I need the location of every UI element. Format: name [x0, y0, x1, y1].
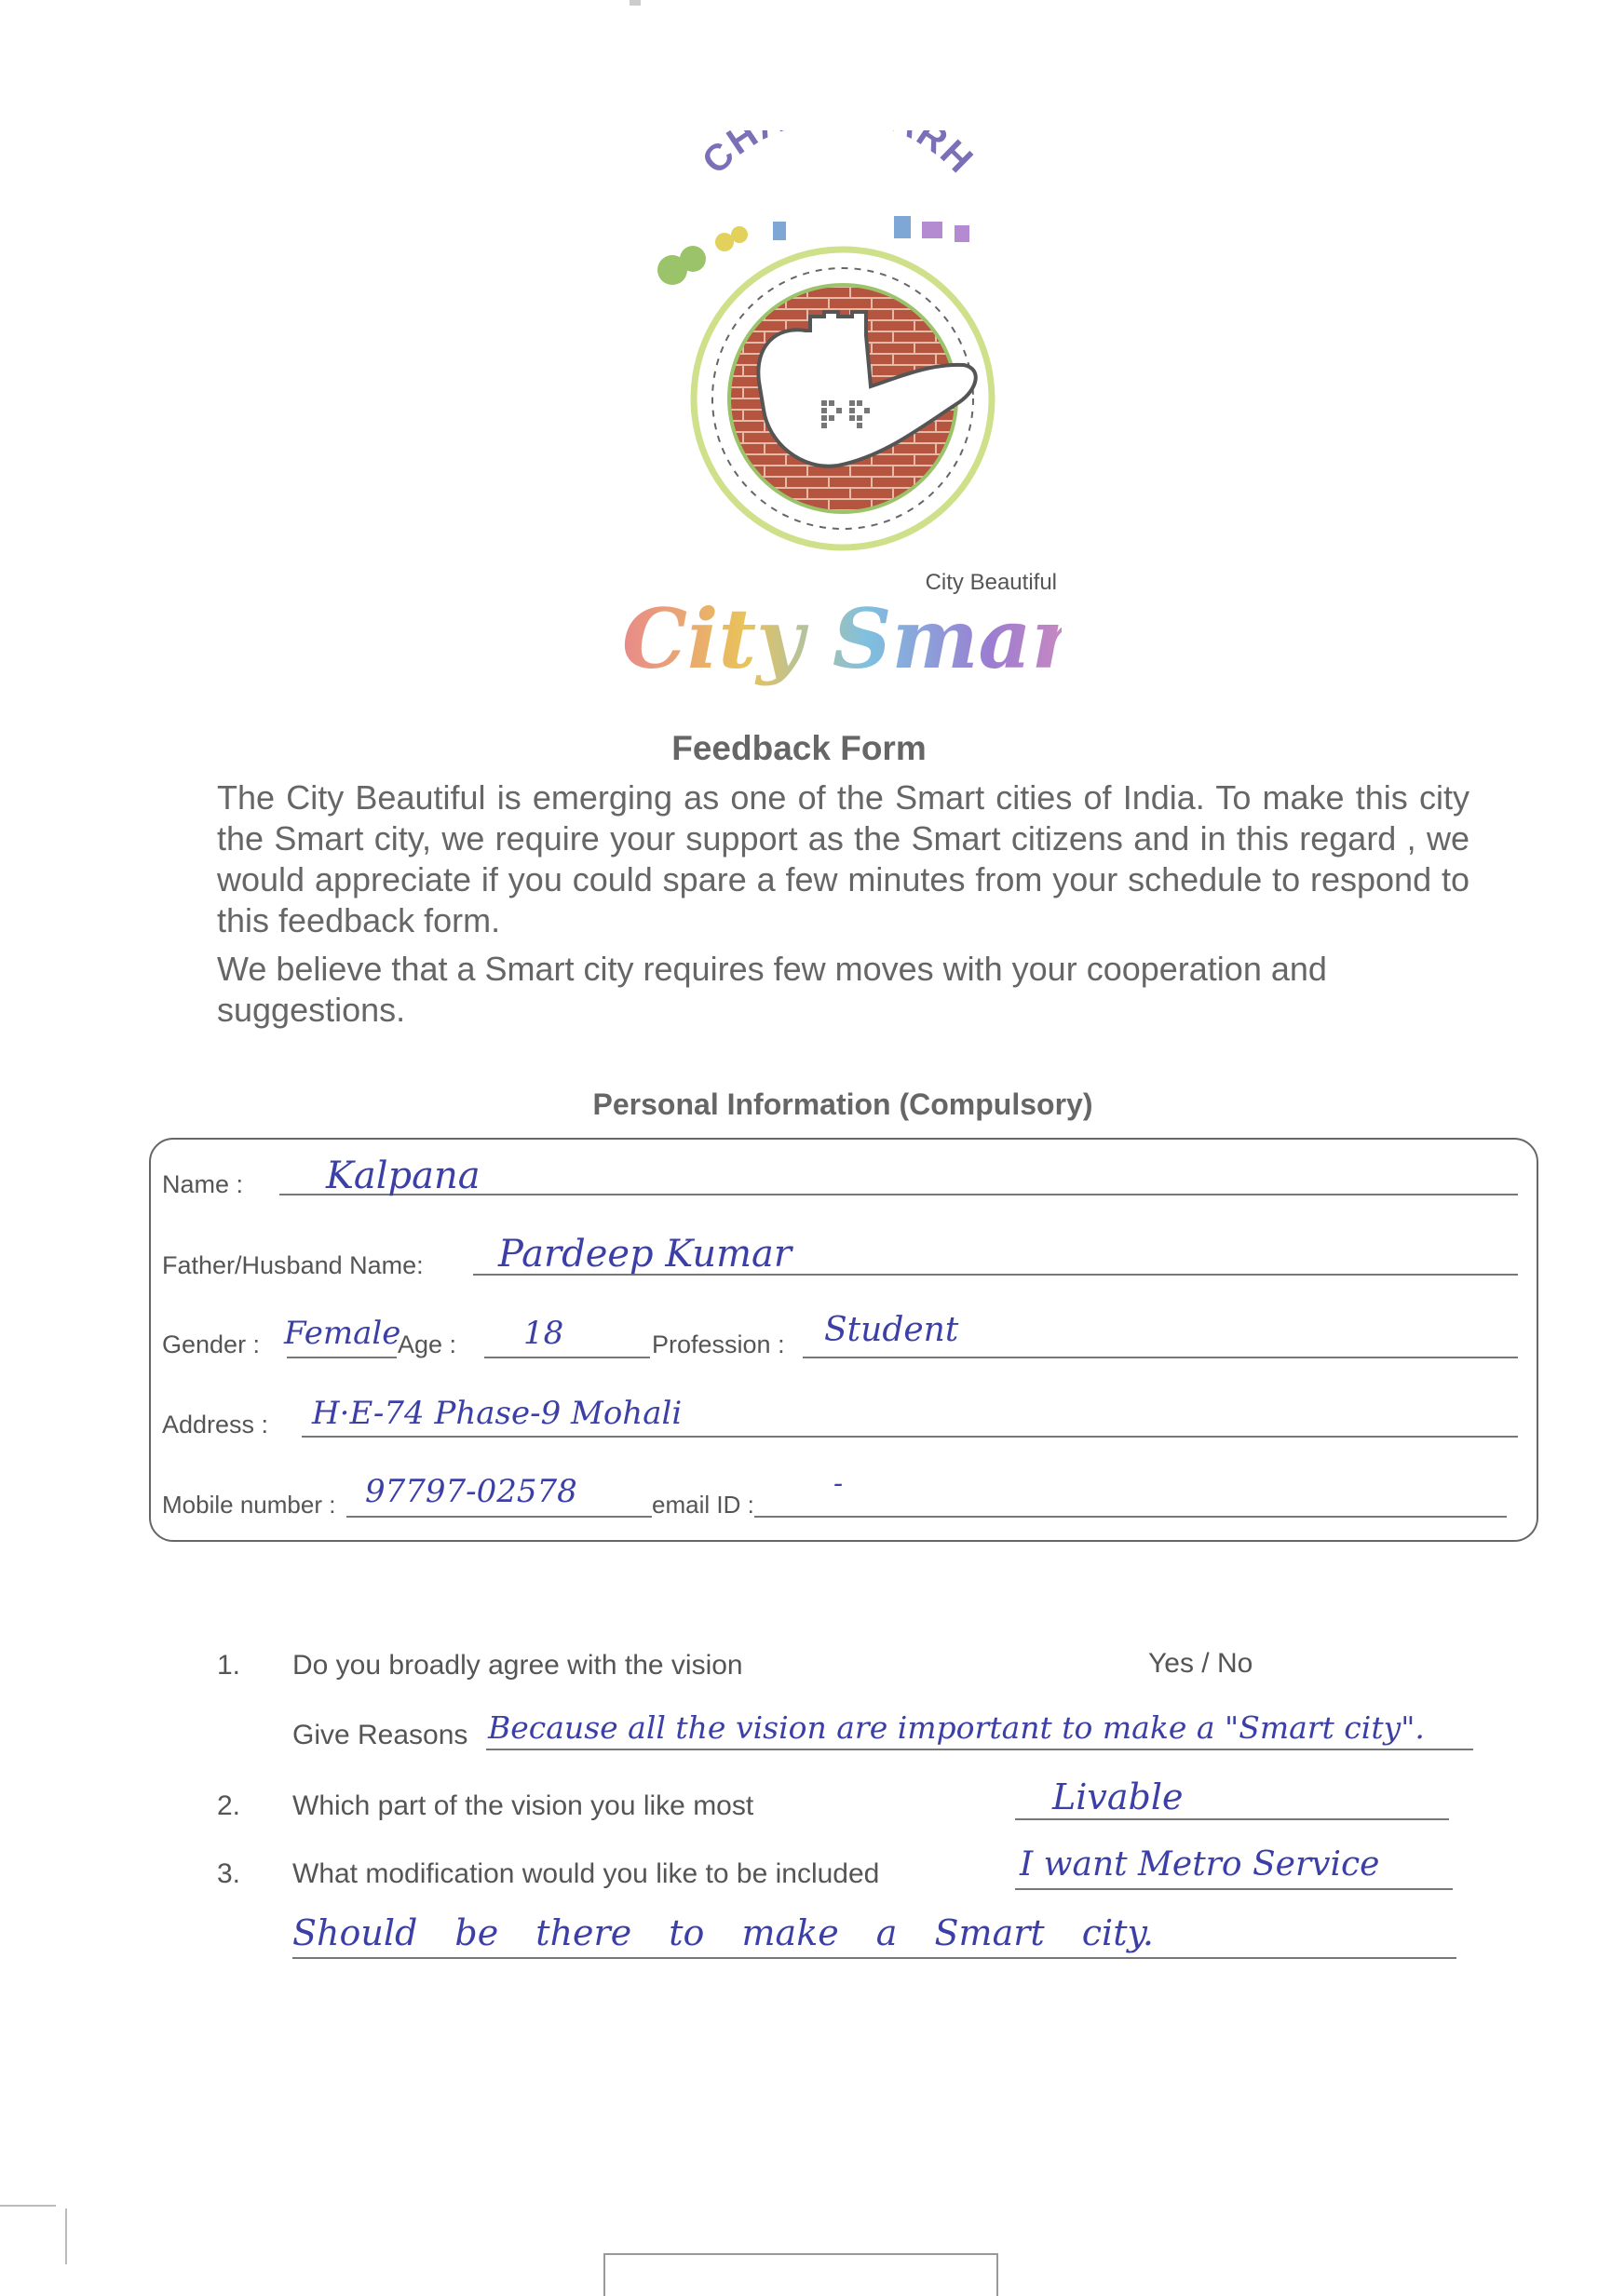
personal-info-heading: Personal Information (Compulsory) — [592, 1087, 1093, 1121]
scan-mark — [0, 2205, 56, 2207]
reasons-line — [486, 1749, 1473, 1750]
profession-line — [803, 1357, 1518, 1358]
mobile-label: Mobile number : — [162, 1491, 336, 1519]
answer-3-line-1[interactable]: I want Metro Service — [1020, 1845, 1380, 1884]
give-reasons-label: Give Reasons — [292, 1720, 468, 1750]
question-number: 1. — [217, 1650, 241, 1681]
answer-2[interactable]: Livable — [1052, 1776, 1184, 1817]
gender-line — [287, 1357, 397, 1358]
question-number: 3. — [217, 1858, 241, 1889]
address-line — [302, 1436, 1518, 1438]
address-label: Address : — [162, 1411, 269, 1438]
scan-mark — [65, 2208, 67, 2264]
age-label: Age : — [398, 1330, 457, 1358]
logo-brand: City Sma — [622, 590, 1032, 687]
logo-city-name: CH RH — [694, 130, 982, 182]
age-value[interactable]: 18 — [523, 1315, 564, 1352]
intro-text — [217, 777, 1469, 1038]
form-title: Feedback Form — [671, 729, 927, 767]
gender-value[interactable]: Female — [284, 1315, 401, 1352]
yes-no-choice[interactable]: Yes / No — [1148, 1648, 1253, 1679]
email-line — [754, 1516, 1507, 1518]
city-logo — [615, 130, 1062, 689]
father-label: Father/Husband Name: — [162, 1251, 424, 1279]
email-label: email ID : — [652, 1491, 754, 1519]
reasons-answer[interactable]: Because all the vision are important to make a "Smart city". — [488, 1709, 1425, 1746]
logo-tagline: City Beautiful — [925, 570, 1057, 595]
answer-2-line — [1015, 1818, 1449, 1820]
answer-3-line-2[interactable]: Should be there to make a Smart city. — [292, 1912, 1154, 1953]
father-value[interactable]: Pardeep Kumar — [498, 1233, 792, 1276]
mobile-line — [346, 1516, 652, 1518]
page-footer-tab — [603, 2253, 998, 2296]
intro-paragraph-1: The City Beautiful is emerging as one of the Smart cities of India. To make this city the Smart city, we require your support as the Smart citizens and in this regard , we would appreciate if you could spare a few minutes from your schedule to respond to this feedback form. — [217, 778, 1469, 939]
mobile-value[interactable]: 97797-02578 — [365, 1473, 577, 1510]
profession-label: Profession : — [652, 1330, 785, 1358]
question-3-text: What modification would you like to be included — [292, 1858, 880, 1889]
profession-value[interactable]: Student — [824, 1311, 959, 1349]
question-number: 2. — [217, 1790, 241, 1821]
intro-paragraph-2: We believe that a Smart city requires few moves with your cooperation and suggestions. — [217, 950, 1327, 1029]
svg-text:CHANDIGARH — [695, 130, 982, 182]
answer-3-line-2-rule — [292, 1957, 1456, 1959]
answer-3-line — [1015, 1888, 1453, 1890]
age-line — [484, 1357, 650, 1358]
email-value[interactable]: - — [833, 1467, 844, 1500]
question-1-text: Do you broadly agree with the vision — [292, 1650, 743, 1681]
name-label: Name : — [162, 1170, 244, 1198]
scan-mark — [630, 0, 641, 6]
question-2-text: Which part of the vision you like most — [292, 1790, 754, 1821]
gender-label: Gender : — [162, 1330, 261, 1358]
address-value[interactable]: H·E-74 Phase-9 Mohali — [312, 1395, 683, 1432]
name-value[interactable]: Kalpana — [326, 1155, 481, 1197]
